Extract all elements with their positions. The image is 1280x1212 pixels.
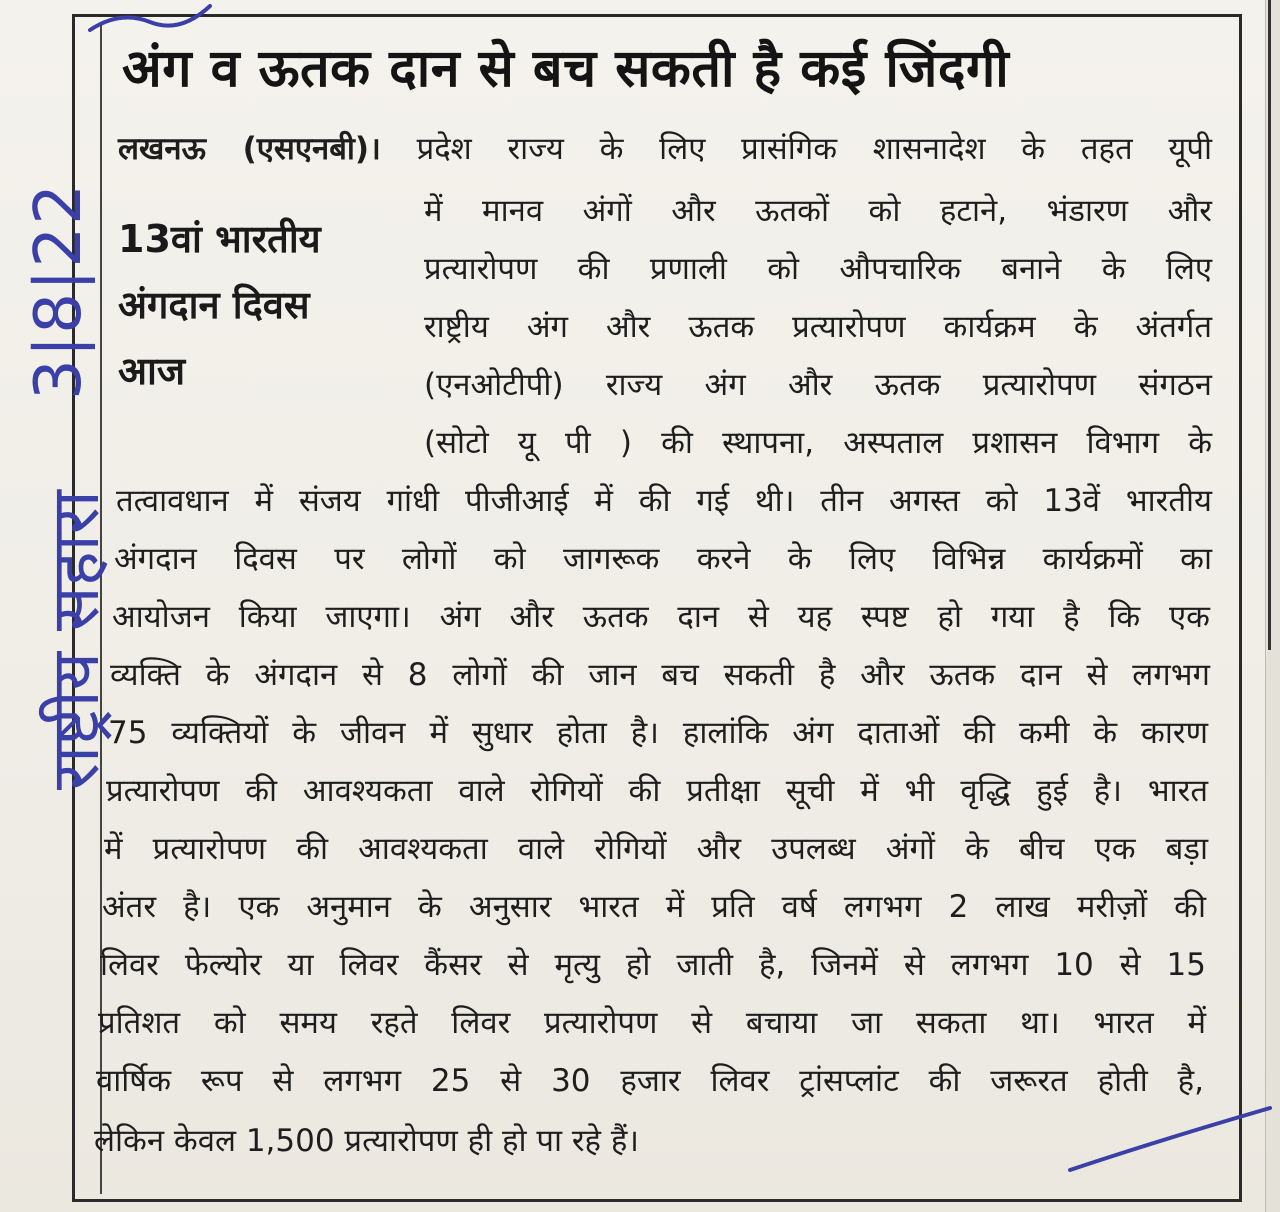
body-line: व्यक्ति के अंगदान से 8 लोगों की जान बच सकती है और ऊतक दान से लगभग bbox=[110, 657, 1210, 693]
handwritten-date: 3|8|22 bbox=[22, 182, 96, 400]
body-line: वार्षिक रूप से लगभग 25 से 30 हजार लिवर ट्रांसप्लांट की जरूरत होती है, bbox=[96, 1063, 1204, 1099]
side-heading-line-2: अंगदान दिवस bbox=[118, 283, 310, 327]
body-line-indented: प्रत्यारोपण की प्रणाली को औपचारिक बनाने के लिए bbox=[424, 251, 1212, 287]
body-line-indented: (एनओटीपी) राज्य अंग और ऊतक प्रत्यारोपण संगठन bbox=[424, 367, 1212, 403]
side-heading-line-1: 13वां भारतीय bbox=[118, 217, 321, 261]
body-line-last: लेकिन केवल 1,500 प्रत्यारोपण ही हो पा रहे हैं। bbox=[94, 1123, 640, 1159]
handwritten-source: राष्ट्रीय सहारा bbox=[37, 490, 114, 790]
dateline: लखनऊ (एसएनबी)। bbox=[118, 131, 381, 167]
body-line: अंगदान दिवस पर लोगों को जागरूक करने के लिए विभिन्न कार्यक्रमों का bbox=[114, 541, 1212, 577]
body-line-first bbox=[118, 120, 1212, 178]
body-line: आयोजन किया जाएगा। अंग और ऊतक दान से यह स्पष्ट हो गया है कि एक bbox=[112, 599, 1210, 635]
body-line: प्रत्यारोपण की आवश्यकता वाले रोगियों की प्रतीक्षा सूची में भी वृद्धि हुई है। भारत bbox=[106, 773, 1208, 809]
body-line-indented: में मानव अंगों और ऊतकों को हटाने, भंडारण और bbox=[424, 193, 1212, 229]
side-heading-line-3: आज bbox=[118, 349, 186, 393]
body-line: प्रतिशत को समय रहते लिवर प्रत्यारोपण से बचाया जा सकता था। भारत में bbox=[98, 1005, 1206, 1041]
article-headline: अंग व ऊतक दान से बच सकती है कई जिंदगी bbox=[122, 39, 1010, 99]
body-line: अंतर है। एक अनुमान के अनुसार भारत में प्रति वर्ष लगभग 2 लाख मरीज़ों की bbox=[102, 889, 1206, 925]
body-line-indented: राष्ट्रीय अंग और ऊतक प्रत्यारोपण कार्यक्रम के अंतर्गत bbox=[424, 309, 1212, 345]
body-line: लिवर फेल्योर या लिवर कैंसर से मृत्यु हो जाती है, जिनमें से लगभग 10 से 15 bbox=[100, 947, 1206, 983]
body-line: में प्रत्यारोपण की आवश्यकता वाले रोगियों और उपलब्ध अंगों के बीच एक बड़ा bbox=[104, 831, 1208, 867]
body-line: 75 व्यक्तियों के जीवन में सुधार होता है। हालांकि अंग दाताओं की कमी के कारण bbox=[108, 715, 1208, 751]
first-line-text: प्रदेश राज्य के लिए प्रासंगिक शासनादेश के तहत यूपी bbox=[416, 131, 1212, 167]
body-line-indented: (सोटो यू पी ) की स्थापना, अस्पताल प्रशासन विभाग के bbox=[424, 425, 1212, 461]
body-line: तत्वावधान में संजय गांधी पीजीआई में की गई थी। तीन अगस्त को 13वें भारतीय bbox=[116, 483, 1212, 519]
